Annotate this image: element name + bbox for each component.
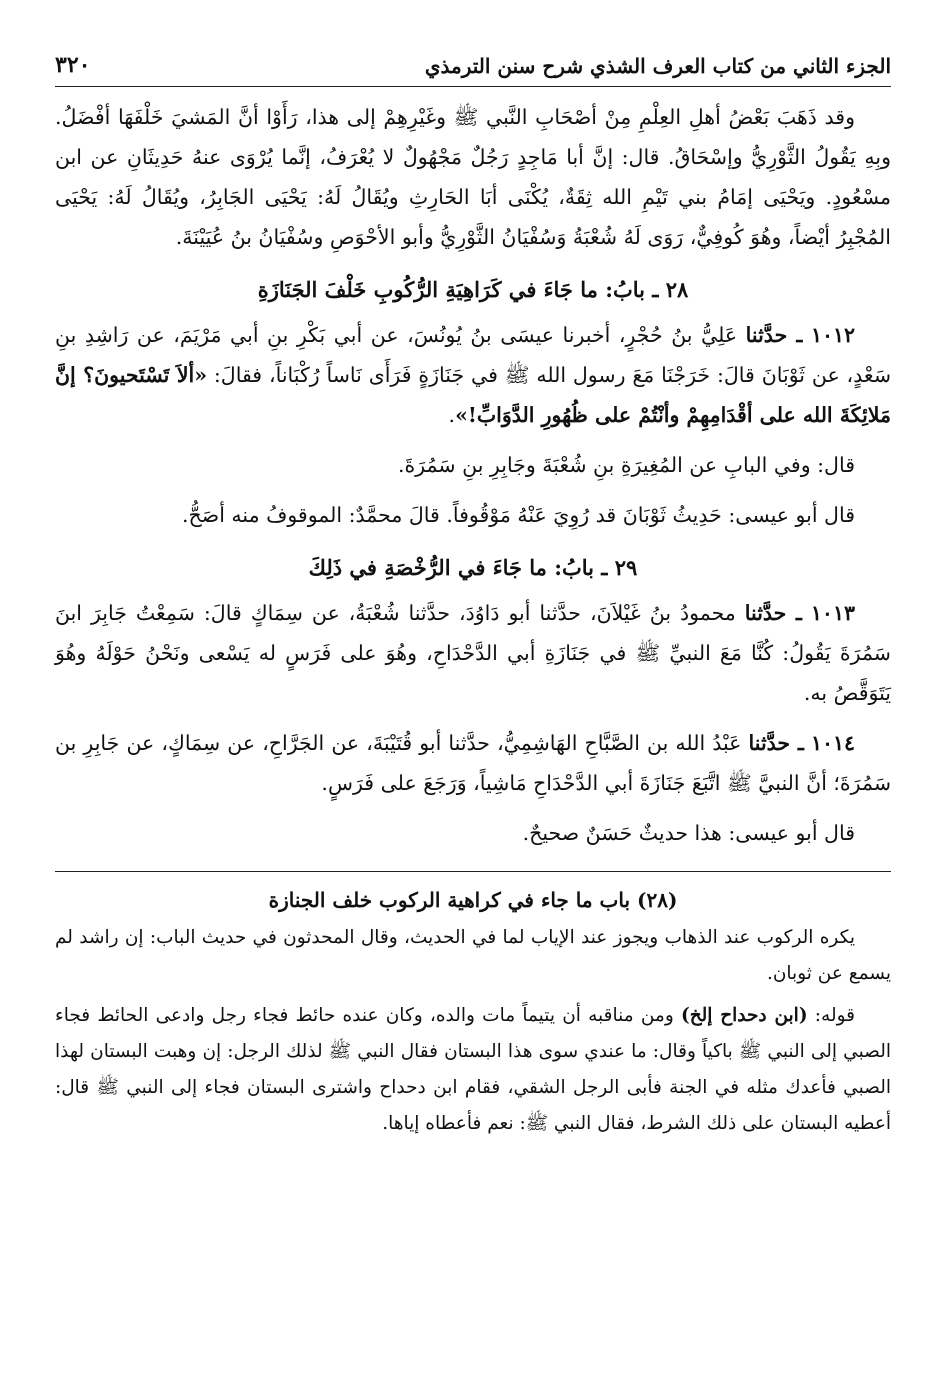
main-text	[55, 97, 891, 853]
commentary-heading: (٢٨) باب ما جاء في كراهية الركوب خلف الجنازة	[268, 888, 678, 912]
intro-paragraph: وقد ذَهَبَ بَعْضُ أهلِ العِلْمِ مِنْ أصْحَابِ النَّبي ﷺ وغَيْرِهِمْ إلى هذا، رَأَوْا أنَّ المَشيَ خَلْفَهَا أفْضَلُ. وبِهِ يَقُولُ الثَّوْرِيُّ وإسْحَاقُ. قال: إنَّ أبا مَاجِدٍ رَجُلٌ مَجْهُولٌ لا يُعْرَفُ، إنَّما يُرْوَى عنهُ حَدِيثَانِ عن ابن مسْعُودٍ. ويَحْيَى إمَامُ بني تَيْمِ الله ثِقَةٌ، يُكْنَى أبَا الحَارِثِ ويُقَالُ لَهُ: يَحْيَى الجَابِرُ، ويُقَالُ لَهُ: يَحْيَى المُجْبِرُ أيْضاً، وهُوَ كُوفِيٌّ، رَوَى لَهُ شُعْبَةُ وَسُفْيَانُ الثَّوْرِيُّ وأبو الأحْوَصِ وسُفْيَانُ بنُ عُيَيْنَةَ.	[55, 105, 891, 249]
hadith-end: .	[448, 403, 456, 427]
hadith-number: ١٠١٣	[810, 601, 855, 625]
book-title: الجزء الثاني من كتاب العرف الشذي شرح سنن الترمذي	[424, 54, 891, 78]
commentary-text: ومن مناقبه أن يتيماً مات والده، وكان عنده حائط فجاء رجل وادعى الحائط فجاء الصبي إلى النبي ﷺ باكياً وقال: ما عندي سوى هذا البستان فقال النبي ﷺ لذلك الرجل: إن وهبت البستان لهذا الصبي فأعدك مثله في الجنة فأبى الرجل الشقي، فقام ابن دحداح واشترى البستان فجاء إلى النبي ﷺ قال: أعطيه البستان على ذلك الشرط، فقال النبي ﷺ: نعم فأعطاه إياها.	[55, 1005, 891, 1134]
page-number: ٣٢٠	[55, 52, 91, 78]
footnote-divider	[55, 871, 891, 872]
commentary-keyword: (ابن دحداح إلخ)	[680, 1005, 808, 1026]
abu-isa-note: قال أبو عيسى: هذا حديثٌ حَسَنٌ صحيحٌ.	[522, 821, 855, 845]
hadith-text: عَلِيُّ بنُ حُجْرٍ، أخبرنا عيسَى بنُ يُونُسَ، عن أبي بَكْرِ بنِ أبي مَرْيَمَ، عن رَاشِدِ بنِ سَعْدٍ، عن ثَوْبَانَ قالَ: خَرَجْنَا مَعَ رسول الله ﷺ في جَنَازَةٍ فَرَأَى نَاساً رُكْبَاناً، فقالَ:	[55, 323, 891, 387]
commentary-prefix: قوله:	[814, 1005, 855, 1026]
hadith-number: ١٠١٢	[810, 323, 855, 347]
chapter-29-heading: ٢٩ ـ بابُ: ما جَاءَ في الرُّخْصَةِ في ذَلِكَ	[308, 555, 638, 580]
hadith-lead: حدَّثنا	[744, 601, 787, 625]
book-page	[55, 52, 891, 1142]
commentary-paragraph: يكره الركوب عند الذهاب ويجوز عند الإياب لما في الحديث، وقال المحدثون في حديث الباب: إن راشد لم يسمع عن ثوبان.	[55, 927, 891, 984]
bab-note: قال: وفي البابِ عن المُغِيرَةِ بنِ شُعْبَةَ وجَابِرِ بنِ سَمُرَةَ.	[397, 453, 855, 477]
hadith-number: ١٠١٤	[810, 731, 855, 755]
hadith-1013: ١٠١٣ ـ حدَّثنا محمودُ بنُ غَيْلاَنَ، حدَّثنا أبو دَاوُدَ، حدَّثنا شُعْبَةُ، عن سِمَاكٍ قالَ: سَمِعْتُ جَابِرَ ابنَ سَمُرَةَ يَقُولُ: كُنَّا مَعَ النبيِّ ﷺ في جَنَازَةِ أبي الدَّحْدَاحِ، وهُوَ على فَرَسٍ له يَسْعى ونَحْنُ حَوْلَهُ وهُوَ يَتَوَقَّصُ به.	[55, 601, 891, 705]
hadith-1012: ١٠١٢ ـ حدَّثنا عَلِيُّ بنُ حُجْرٍ، أخبرنا عيسَى بنُ يُونُسَ، عن أبي بَكْرِ بنِ أبي مَرْيَمَ، عن رَاشِدِ بنِ سَعْدٍ، عن ثَوْبَانَ قالَ: خَرَجْنَا مَعَ رسول الله ﷺ في جَنَازَةٍ فَرَأَى نَاساً رُكْبَاناً، فقالَ: «ألاَ تَسْتَحيونَ؟ إنَّ مَلائِكَةَ الله على أقْدَامِهِمْ وأنْتُمْ على ظُهُورِ الدَّوَابِّ!».	[55, 323, 891, 427]
running-header	[55, 52, 891, 87]
commentary-paragraph	[55, 998, 891, 1142]
chapter-28-heading: ٢٨ ـ بابُ: ما جَاءَ في كَرَاهِيَةِ الرُّكُوبِ خَلْفَ الجَنَازَةِ	[257, 277, 689, 302]
hadith-1014: ١٠١٤ ـ حدَّثنا عَبْدُ الله بن الصَّبَّاحِ الهَاشِمِيُّ، حدَّثنا أبو قُتَيْبَةَ، عن الجَرَّاحِ، عن سِمَاكٍ، عن جَابِرِ بن سَمُرَةَ؛ أنَّ النبيَّ ﷺ اتَّبَعَ جَنَازَةَ أبي الدَّحْدَاحِ مَاشِياً، وَرَجَعَ على فَرَسٍ.	[55, 731, 891, 795]
abu-isa-note: قال أبو عيسى: حَدِيثُ ثَوْبَانَ قد رُوِيَ عَنْهُ مَوْقُوفاً. قالَ محمَّدٌ: الموقوفُ منه أصَحُّ.	[182, 503, 855, 527]
hadith-quote: «ألاَ تَسْتَحيونَ؟ إنَّ مَلائِكَةَ الله على أقْدَامِهِمْ وأنْتُمْ على ظُهُورِ الدَّوَابِّ!»	[55, 363, 891, 427]
hadith-lead: حدَّثنا	[745, 323, 788, 347]
hadith-lead: حدَّثنا	[748, 731, 791, 755]
commentary-section	[55, 880, 891, 1142]
hadith-text: عَبْدُ الله بن الصَّبَّاحِ الهَاشِمِيُّ، حدَّثنا أبو قُتَيْبَةَ، عن الجَرَّاحِ، عن سِمَاكٍ، عن جَابِرِ بن سَمُرَةَ؛ أنَّ النبيَّ ﷺ اتَّبَعَ جَنَازَةَ أبي الدَّحْدَاحِ مَاشِياً، وَرَجَعَ على فَرَسٍ.	[55, 731, 891, 795]
hadith-text: محمودُ بنُ غَيْلاَنَ، حدَّثنا أبو دَاوُدَ، حدَّثنا شُعْبَةُ، عن سِمَاكٍ قالَ: سَمِعْتُ جَابِرَ ابنَ سَمُرَةَ يَقُولُ: كُنَّا مَعَ النبيِّ ﷺ في جَنَازَةِ أبي الدَّحْدَاحِ، وهُوَ على فَرَسٍ له يَسْعى ونَحْنُ حَوْلَهُ وهُوَ يَتَوَقَّصُ به.	[55, 601, 891, 705]
